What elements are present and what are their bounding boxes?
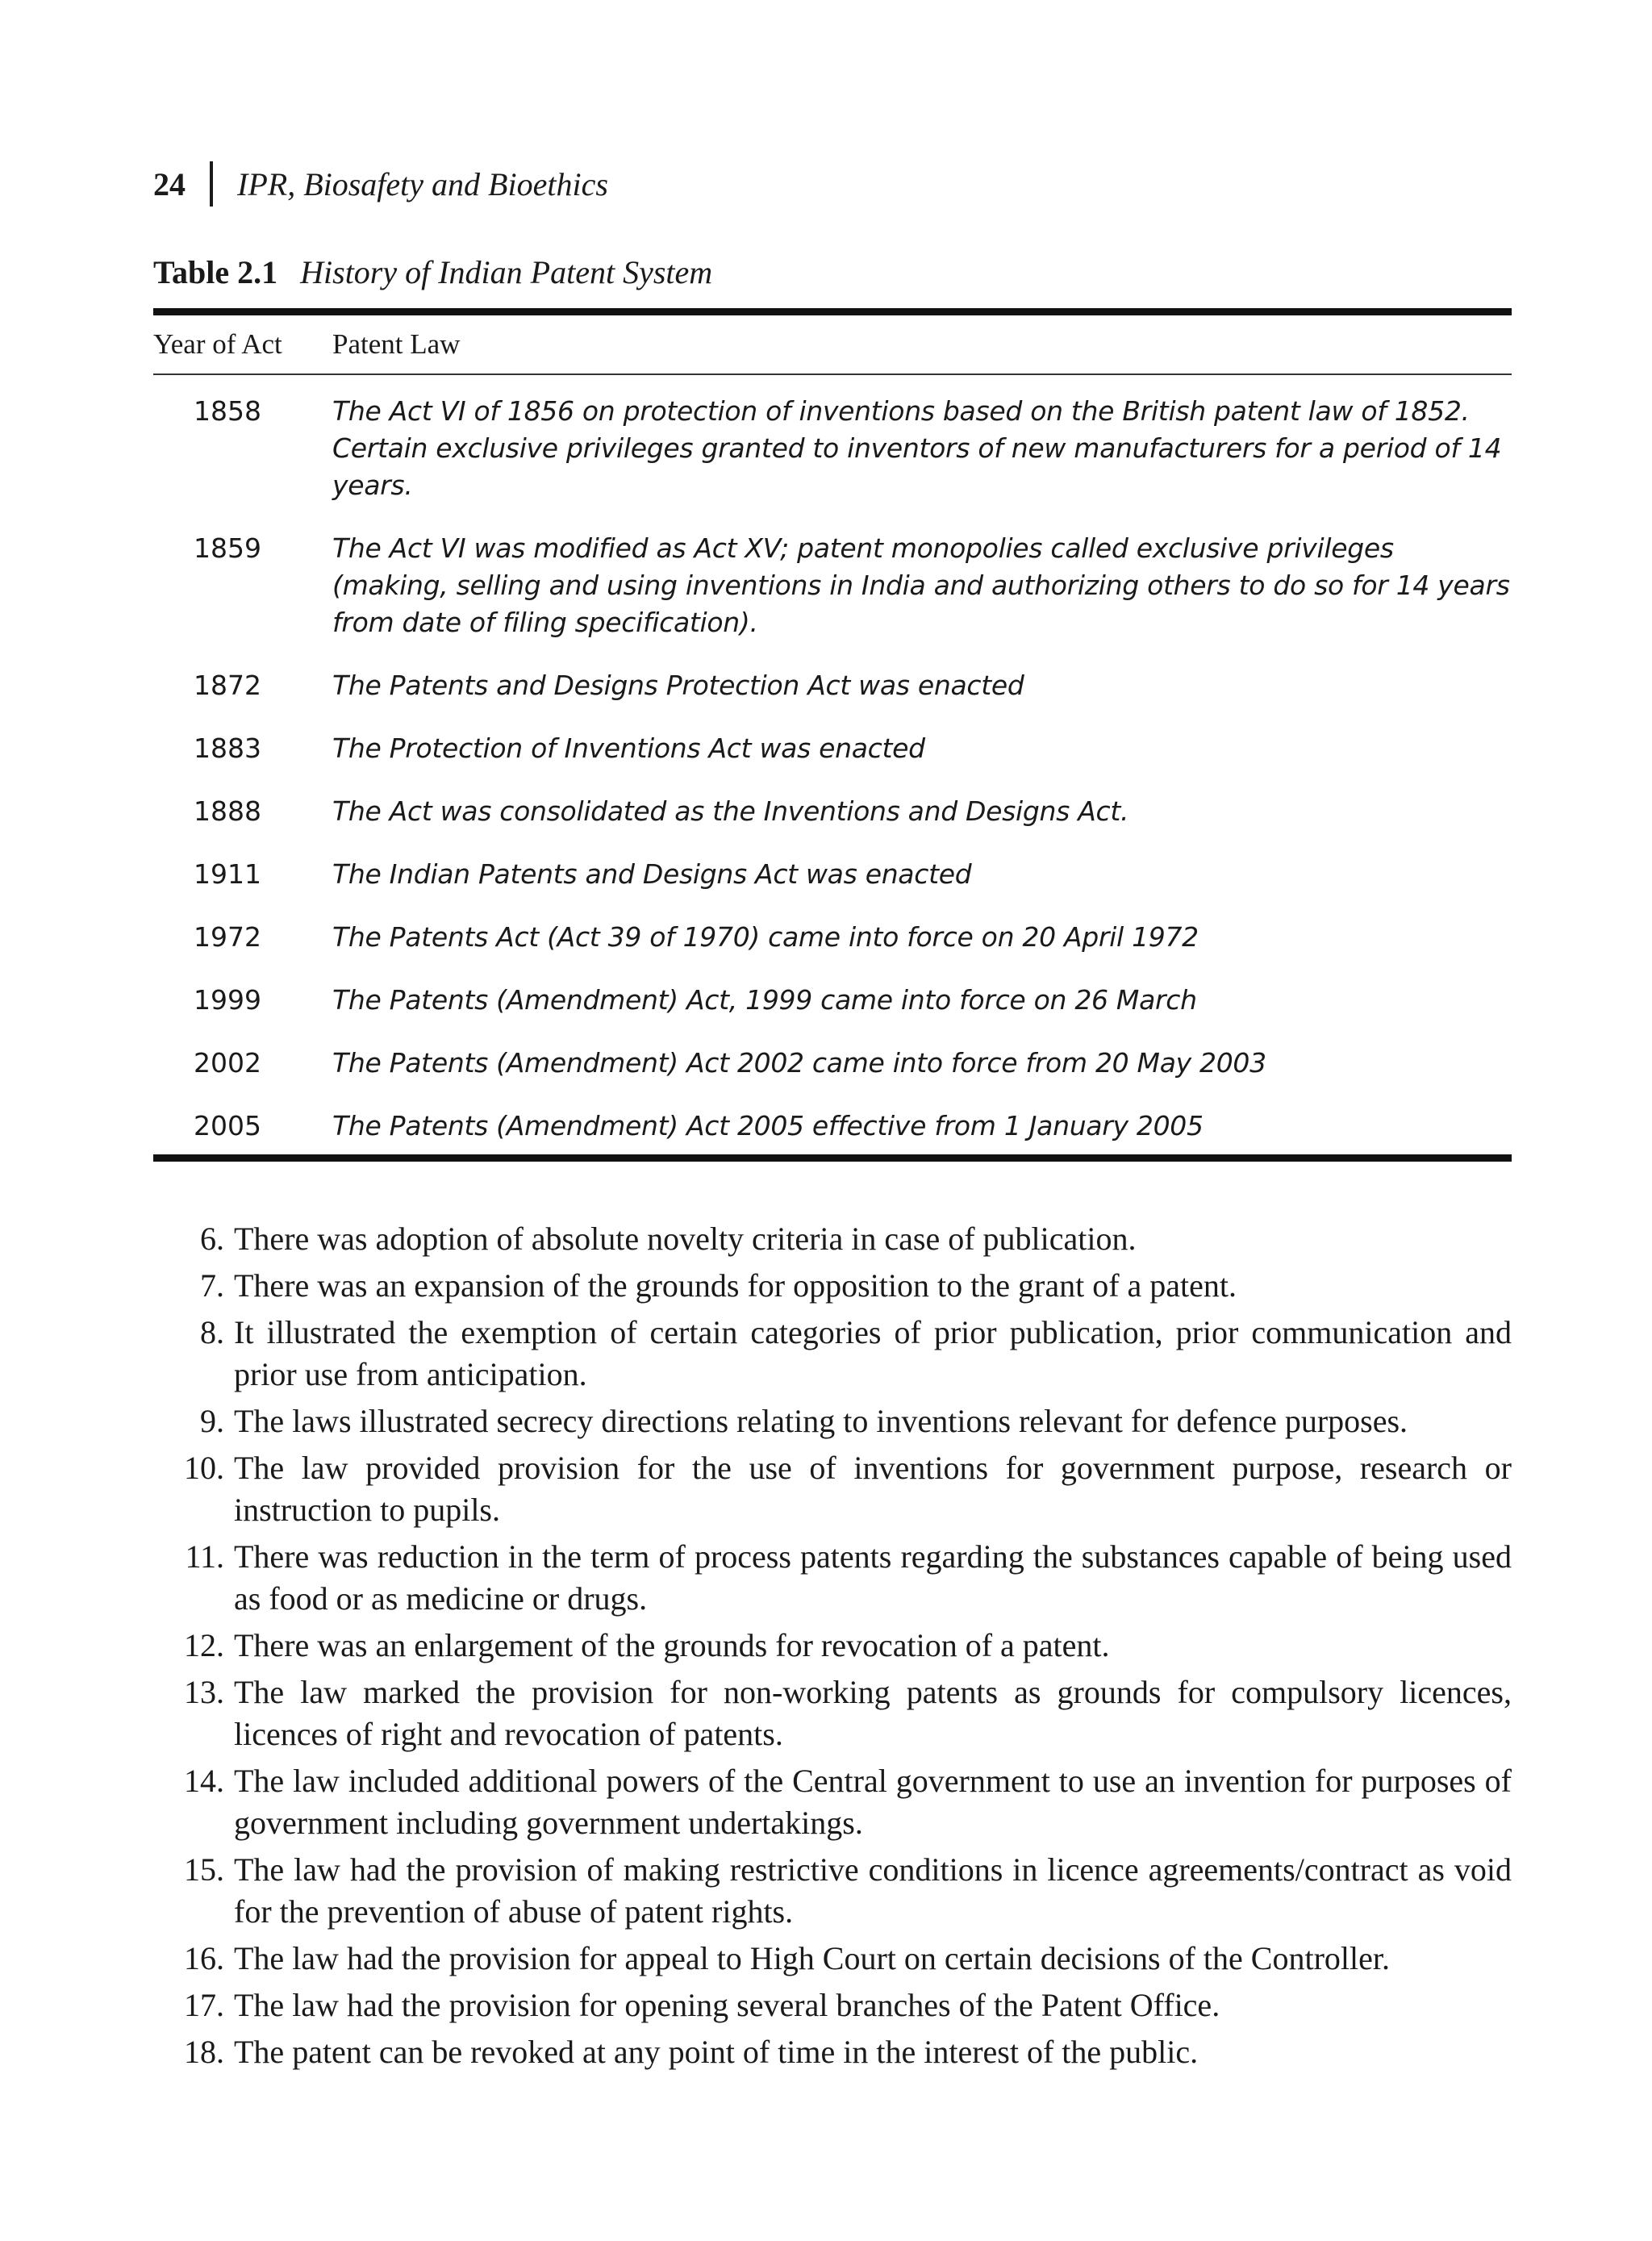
list-item-number: 14. <box>184 1763 224 1799</box>
list-item-number: 12. <box>184 1627 224 1663</box>
list-item-text: The law had the provision of making restrictive conditions in licence agreements/contract as void for the prevention of abuse of patent rights. <box>234 1851 1512 1930</box>
table-caption <box>153 253 712 291</box>
header-divider <box>210 161 213 207</box>
list-item-text: The law included additional powers of the Central government to use an invention for purposes of government including government undertakings. <box>234 1763 1512 1841</box>
list-item-number: 15. <box>184 1851 224 1888</box>
list-item <box>153 1984 1512 2026</box>
table-bottom-rule <box>153 1154 1512 1162</box>
table-cell-year: 2005 <box>194 1110 261 1141</box>
list-item-number: 18. <box>184 2034 224 2070</box>
list-item-text: There was an enlargement of the grounds for revocation of a patent. <box>234 1627 1110 1663</box>
table-cell-law: The Indian Patents and Designs Act was enacted <box>332 858 972 890</box>
column-header-year: Year of Act <box>153 328 282 360</box>
table-row <box>153 982 1512 1019</box>
list-item-text: There was adoption of absolute novelty criteria in case of publication. <box>234 1221 1137 1257</box>
list-item <box>153 1312 1512 1396</box>
table-cell-year: 1883 <box>194 732 261 764</box>
list-item <box>153 1218 1512 1260</box>
list-item-number: 17. <box>184 1987 224 2023</box>
list-item-text: The law marked the provision for non-working patents as grounds for compulsory licences, licences of right and revocation of patents. <box>234 1674 1512 1752</box>
table-cell-law: The Act was consolidated as the Inventions and Designs Act. <box>332 795 1129 827</box>
list-item <box>153 1536 1512 1620</box>
table-cell-year: 1911 <box>194 858 261 890</box>
table-cell-law: The Act VI was modified as Act XV; patent monopolies called exclusive privileges (making, selling and using inventions in India and authorizing others to do so for 14 years from date of filing specification). <box>332 532 1510 638</box>
table-cell-law: The Patents (Amendment) Act 2005 effective from 1 January 2005 <box>332 1110 1204 1141</box>
list-item <box>153 2031 1512 2073</box>
table-cell-year: 1858 <box>194 395 261 427</box>
list-item-number: 6. <box>200 1221 224 1257</box>
list-item-text: The law provided provision for the use of inventions for government purpose, research or instruction to pupils. <box>234 1450 1512 1528</box>
table-body <box>153 375 1512 1154</box>
book-title: IPR, Biosafety and Bioethics <box>237 165 608 202</box>
numbered-list <box>153 1218 1512 2078</box>
table-cell-law: The Patents (Amendment) Act 2002 came into force from 20 May 2003 <box>332 1047 1266 1079</box>
list-item-number: 10. <box>184 1450 224 1486</box>
list-item <box>153 1671 1512 1755</box>
table-cell-year: 2002 <box>194 1047 261 1079</box>
list-item-text: There was reduction in the term of process patents regarding the substances capable of being used as food or as medicine or drugs. <box>234 1538 1512 1617</box>
table-cell-law: The Protection of Inventions Act was enacted <box>332 732 925 764</box>
table-row <box>153 730 1512 767</box>
table-cell-law: The Patents (Amendment) Act, 1999 came into force on 26 March <box>332 984 1197 1016</box>
table-row <box>153 856 1512 893</box>
table-cell-year: 1999 <box>194 984 261 1016</box>
table-row <box>153 793 1512 830</box>
table-row <box>153 1108 1512 1145</box>
table-cell-year: 1872 <box>194 670 261 701</box>
list-item <box>153 1938 1512 1980</box>
list-item <box>153 1849 1512 1933</box>
table-cell-law: The Act VI of 1856 on protection of inventions based on the British patent law of 1852. Certain exclusive privileges granted to inventors of new manufacturers for a period of 14 years. <box>332 395 1502 501</box>
list-item <box>153 1265 1512 1307</box>
list-item-number: 16. <box>184 1940 224 1976</box>
table-cell-year: 1888 <box>194 795 261 827</box>
table-cell-year: 1859 <box>194 532 261 564</box>
list-item-text: The law had the provision for opening several branches of the Patent Office. <box>234 1987 1220 2023</box>
list-item-text: The law had the provision for appeal to High Court on certain decisions of the Controller. <box>234 1940 1390 1976</box>
list-item <box>153 1625 1512 1667</box>
patent-history-table <box>153 308 1512 1162</box>
table-header-row <box>153 315 1512 374</box>
list-item-number: 13. <box>184 1674 224 1710</box>
table-row <box>153 393 1512 504</box>
list-item-text: There was an expansion of the grounds for opposition to the grant of a patent. <box>234 1267 1237 1304</box>
table-cell-year: 1972 <box>194 921 261 953</box>
table-caption-label: Table 2.1 <box>153 254 278 290</box>
table-row <box>153 530 1512 641</box>
table-top-rule <box>153 308 1512 315</box>
column-header-law: Patent Law <box>332 328 461 360</box>
list-item-text: The laws illustrated secrecy directions relating to inventions relevant for defence purposes. <box>234 1403 1408 1439</box>
list-item <box>153 1760 1512 1844</box>
table-caption-title: History of Indian Patent System <box>300 254 713 290</box>
table-cell-law: The Patents and Designs Protection Act was enacted <box>332 670 1024 701</box>
table-row <box>153 1045 1512 1082</box>
list-item-text: It illustrated the exemption of certain categories of prior publication, prior communication and prior use from anticipation. <box>234 1314 1512 1392</box>
table-cell-law: The Patents Act (Act 39 of 1970) came into force on 20 April 1972 <box>332 921 1199 953</box>
list-item <box>153 1447 1512 1531</box>
list-item <box>153 1400 1512 1442</box>
list-item-number: 9. <box>200 1403 224 1439</box>
table-row <box>153 667 1512 704</box>
page-number: 24 <box>153 165 186 202</box>
running-header <box>153 161 608 207</box>
list-item-number: 7. <box>200 1267 224 1304</box>
list-item-text: The patent can be revoked at any point of time in the interest of the public. <box>234 2034 1199 2070</box>
list-item-number: 8. <box>200 1314 224 1350</box>
table-row <box>153 919 1512 956</box>
list-item-number: 11. <box>185 1538 224 1575</box>
